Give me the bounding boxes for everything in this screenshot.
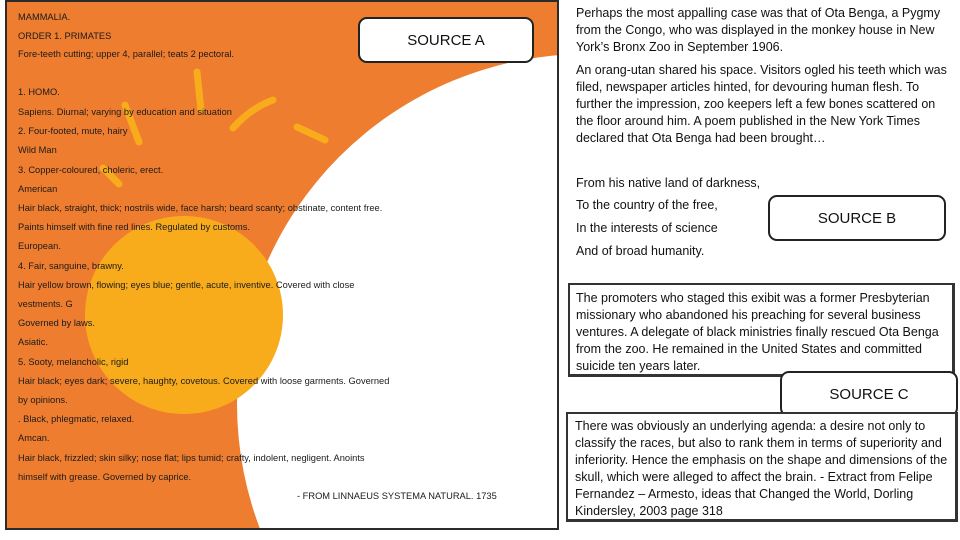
text-line: Hair black, frizzled; skin silky; nose flat; lips tumid; crafty, indolent, negligent. Anoints bbox=[18, 453, 365, 463]
poem-line: In the interests of science bbox=[576, 221, 718, 235]
text-line: himself with grease. Governed by caprice. bbox=[18, 472, 192, 482]
text-line: 3. Copper-coloured, choleric, erect. bbox=[18, 165, 164, 175]
text-line: Wild Man bbox=[18, 145, 57, 155]
paragraph-ota-benga: Perhaps the most appalling case was that of Ota Benga, a Pygmy from the Congo, who was displayed in the monkey house in New York’s Bronx Zoo in September 1906. bbox=[576, 6, 941, 54]
text-line: by opinions. bbox=[18, 395, 68, 405]
text-line: European. bbox=[18, 241, 61, 251]
text-line: ORDER 1. PRIMATES bbox=[18, 31, 112, 41]
text-line: Asiatic. bbox=[18, 337, 48, 347]
text-line: 2. Four-footed, mute, hairy bbox=[18, 126, 128, 136]
source-c-label: SOURCE C bbox=[829, 385, 909, 403]
source-c-label-box bbox=[780, 371, 958, 417]
source-b-label: SOURCE B bbox=[817, 209, 897, 227]
text-line: . Black, phlegmatic, relaxed. bbox=[18, 414, 135, 424]
text-line: Amcan. bbox=[18, 433, 50, 443]
source-a-panel bbox=[5, 0, 559, 530]
paragraph-promoters: The promoters who staged this exibit was a former Presbyterian missionary who abandoned his preaching for several business ventures. A delegate of black ministries finally rescued Ota Benga from the zoo. He remained in the United States and committed suicide ten years later. bbox=[576, 291, 939, 373]
promoters-box bbox=[568, 283, 955, 377]
poem-line: And of broad humanity. bbox=[576, 244, 705, 258]
text-line: Hair yellow brown, flowing; eyes blue; gentle, acute, inventive. Covered with close bbox=[18, 280, 355, 290]
text-line: American bbox=[18, 184, 58, 194]
sun-ray bbox=[297, 127, 325, 140]
text-line: Hair black, straight, thick; nostrils wide, face harsh; beard scanty; obstinate, content free. bbox=[18, 203, 383, 213]
text-line: Paints himself with fine red lines. Regulated by customs. bbox=[18, 222, 251, 232]
source-a-label-box bbox=[358, 17, 534, 63]
text-line: MAMMALIA. bbox=[18, 12, 71, 22]
poem-line: To the country of the free, bbox=[576, 198, 718, 212]
sun-ray bbox=[197, 72, 201, 110]
text-line: 1. HOMO. bbox=[18, 87, 60, 97]
sun-ray bbox=[233, 100, 273, 128]
source-a-label: SOURCE A bbox=[407, 31, 485, 49]
text-line: Governed by laws. bbox=[18, 318, 95, 328]
text-line: Fore-teeth cutting; upper 4, parallel; teats 2 pectoral. bbox=[18, 49, 235, 59]
source-a-credit: - FROM LINNAEUS SYSTEMA NATURAL. 1735 bbox=[297, 491, 497, 501]
text-line: vestments. G bbox=[18, 299, 73, 309]
text-line: Hair black; eyes dark; severe, haughty, covetous. Covered with loose garments. Governed bbox=[18, 376, 390, 386]
text-line: Sapiens. Diurnal; varying by education and situation bbox=[18, 107, 232, 117]
paragraph-orangutan: An orang-utan shared his space. Visitors ogled his teeth which was filed, newspaper articles hinted, for devouring human flesh. To further the impression, zoo keepers left a few bones scattered on the floor around him. A poem published in the New York Times declared that Ota Benga had been brought… bbox=[576, 63, 947, 145]
source-b-label-box bbox=[768, 195, 946, 241]
text-line: 4. Fair, sanguine, brawny. bbox=[18, 261, 124, 271]
agenda-box bbox=[566, 412, 958, 522]
poem-line: From his native land of darkness, bbox=[576, 176, 761, 190]
paragraph-agenda: There was obviously an underlying agenda: a desire not only to classify the races, but also to rank them in terms of superiority and inferiority. Hence the emphasis on the shape and dimensions of the skull, which were alleged to affect the brain. - Extract from Felipe Fernandez – Armesto, ideas that Changed the World, Dorling Kindersley, 2003 page 318 bbox=[575, 419, 948, 518]
text-line: 5. Sooty, melancholic, rigid bbox=[18, 357, 129, 367]
